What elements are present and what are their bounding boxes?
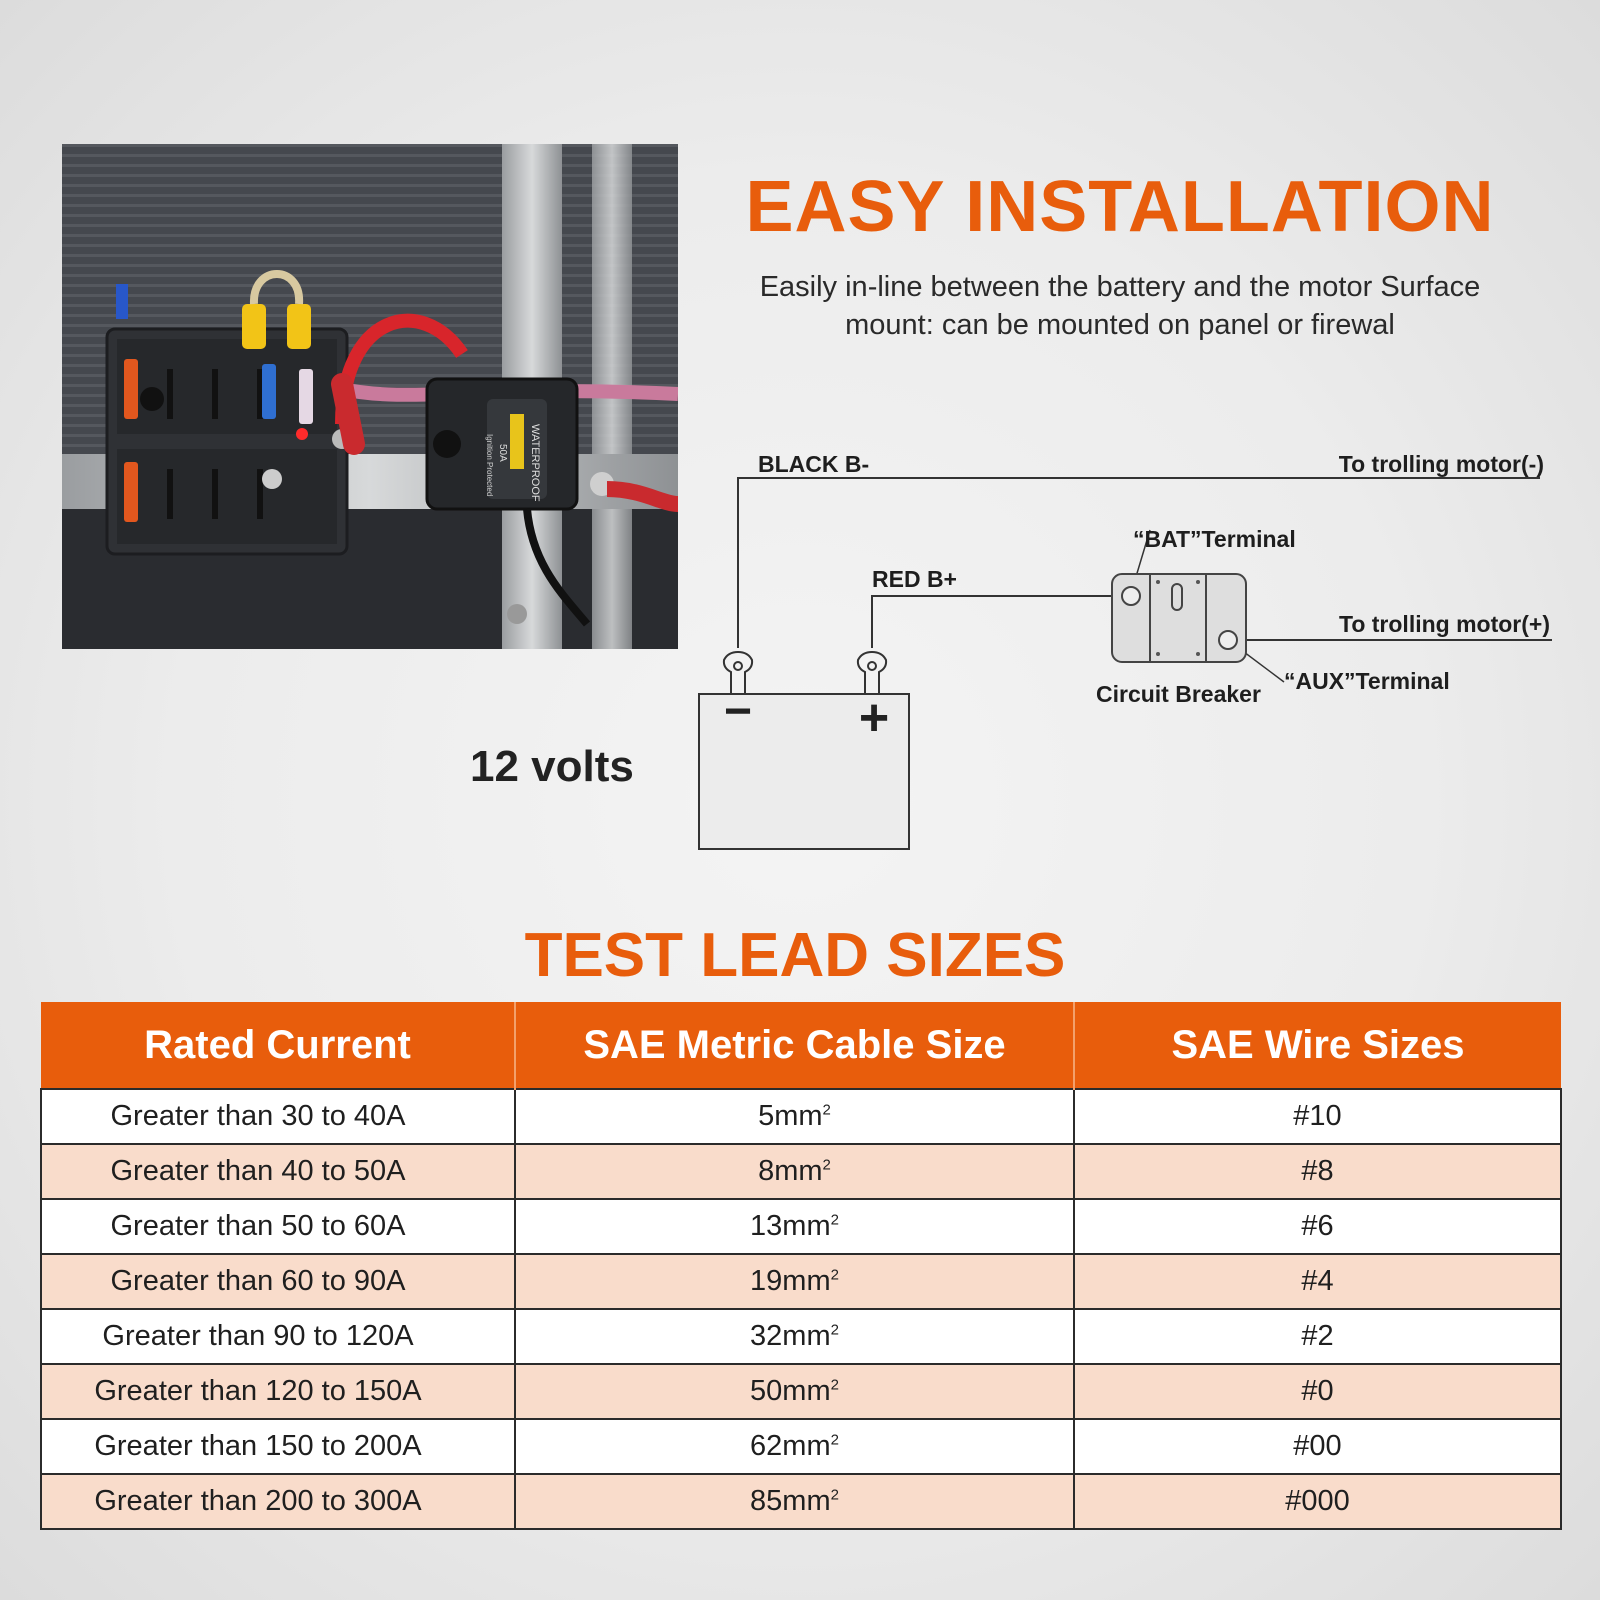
to-motor-negative-label: To trolling motor(-) <box>1338 451 1544 477</box>
metric-size-value: 5mm <box>758 1100 823 1132</box>
metric-size-cell <box>515 1309 1074 1364</box>
metric-size-cell <box>515 1199 1074 1254</box>
table-header-row <box>41 1002 1561 1089</box>
red-positive-wire <box>872 596 1130 648</box>
square-unit-superscript: 2 <box>830 1376 839 1394</box>
square-unit-superscript: 2 <box>822 1101 831 1119</box>
minus-sign: − <box>723 685 753 738</box>
bat-terminal-point <box>1122 587 1140 605</box>
table-row <box>41 1089 1561 1144</box>
wire-size-cell: #10 <box>1074 1089 1561 1144</box>
metric-size-value: 50mm <box>750 1375 831 1407</box>
table-row <box>41 1309 1561 1364</box>
rated-current-cell: Greater than 40 to 50A <box>41 1144 515 1199</box>
metric-size-value: 85mm <box>750 1485 831 1517</box>
table-row <box>41 1144 1561 1199</box>
rated-current-cell: Greater than 50 to 60A <box>41 1199 515 1254</box>
metric-size-value: 19mm <box>750 1265 831 1297</box>
aux-terminal-label: “AUX”Terminal <box>1284 668 1450 694</box>
rated-current-cell: Greater than 120 to 150A <box>41 1364 515 1419</box>
positive-terminal <box>858 652 886 694</box>
header-wire-sizes: SAE Wire Sizes <box>1074 1002 1561 1089</box>
metric-size-value: 8mm <box>758 1155 823 1187</box>
wire-size-cell: #8 <box>1074 1144 1561 1199</box>
metric-size-value: 13mm <box>750 1210 831 1242</box>
bat-terminal-label: “BAT”Terminal <box>1133 526 1296 552</box>
metric-size-cell <box>515 1364 1074 1419</box>
square-unit-superscript: 2 <box>830 1266 839 1284</box>
table-row <box>41 1419 1561 1474</box>
metric-size-cell <box>515 1089 1074 1144</box>
header-rated-current: Rated Current <box>41 1002 515 1089</box>
square-unit-superscript: 2 <box>830 1431 839 1449</box>
metric-size-cell <box>515 1254 1074 1309</box>
wire-size-cell: #00 <box>1074 1419 1561 1474</box>
rated-current-cell: Greater than 90 to 120A <box>41 1309 515 1364</box>
table-row <box>41 1199 1561 1254</box>
lead-size-table <box>40 1002 1562 1530</box>
square-unit-superscript: 2 <box>822 1156 831 1174</box>
table-body <box>41 1089 1561 1529</box>
metric-size-value: 62mm <box>750 1430 831 1462</box>
rated-current-cell: Greater than 150 to 200A <box>41 1419 515 1474</box>
table-row <box>41 1254 1561 1309</box>
metric-size-cell <box>515 1474 1074 1529</box>
square-unit-superscript: 2 <box>830 1211 839 1229</box>
metric-size-cell <box>515 1419 1074 1474</box>
rated-current-cell: Greater than 200 to 300A <box>41 1474 515 1529</box>
circuit-breaker-symbol <box>1112 574 1246 662</box>
table-row <box>41 1474 1561 1529</box>
metric-size-cell <box>515 1144 1074 1199</box>
wire-size-cell: #0 <box>1074 1364 1561 1419</box>
rated-current-cell: Greater than 60 to 90A <box>41 1254 515 1309</box>
breaker-rating-print: 50A <box>497 444 508 462</box>
wire-size-cell: #000 <box>1074 1474 1561 1529</box>
plus-sign: + <box>858 689 890 747</box>
red-positive-label: RED B+ <box>872 566 957 592</box>
breaker-sub-print: Ignition Protected <box>485 434 494 497</box>
square-unit-superscript: 2 <box>830 1321 839 1339</box>
rated-current-cell: Greater than 30 to 40A <box>41 1089 515 1144</box>
black-negative-label: BLACK B- <box>758 451 870 477</box>
square-unit-superscript: 2 <box>830 1486 839 1504</box>
to-motor-positive-label: To trolling motor(+) <box>1338 611 1550 637</box>
wire-size-cell: #4 <box>1074 1254 1561 1309</box>
breaker-print: WATERPROOF <box>529 424 541 502</box>
header-metric-cable-size: SAE Metric Cable Size <box>515 1002 1074 1089</box>
test-lead-sizes-title: TEST LEAD SIZES <box>524 921 1066 990</box>
table-row <box>41 1364 1561 1419</box>
wire-size-cell: #2 <box>1074 1309 1561 1364</box>
battery-voltage-label: 12 volts <box>470 742 634 791</box>
battery-symbol <box>699 652 909 849</box>
easy-installation-title: EASY INSTALLATION <box>745 167 1495 247</box>
aux-terminal-point <box>1219 631 1237 649</box>
circuit-breaker-label: Circuit Breaker <box>1096 681 1261 707</box>
metric-size-value: 32mm <box>750 1320 831 1352</box>
installation-description: Easily in-line between the battery and the motor Surface mount: can be mounted on panel or firewal <box>759 271 1481 341</box>
wire-size-cell: #6 <box>1074 1199 1561 1254</box>
